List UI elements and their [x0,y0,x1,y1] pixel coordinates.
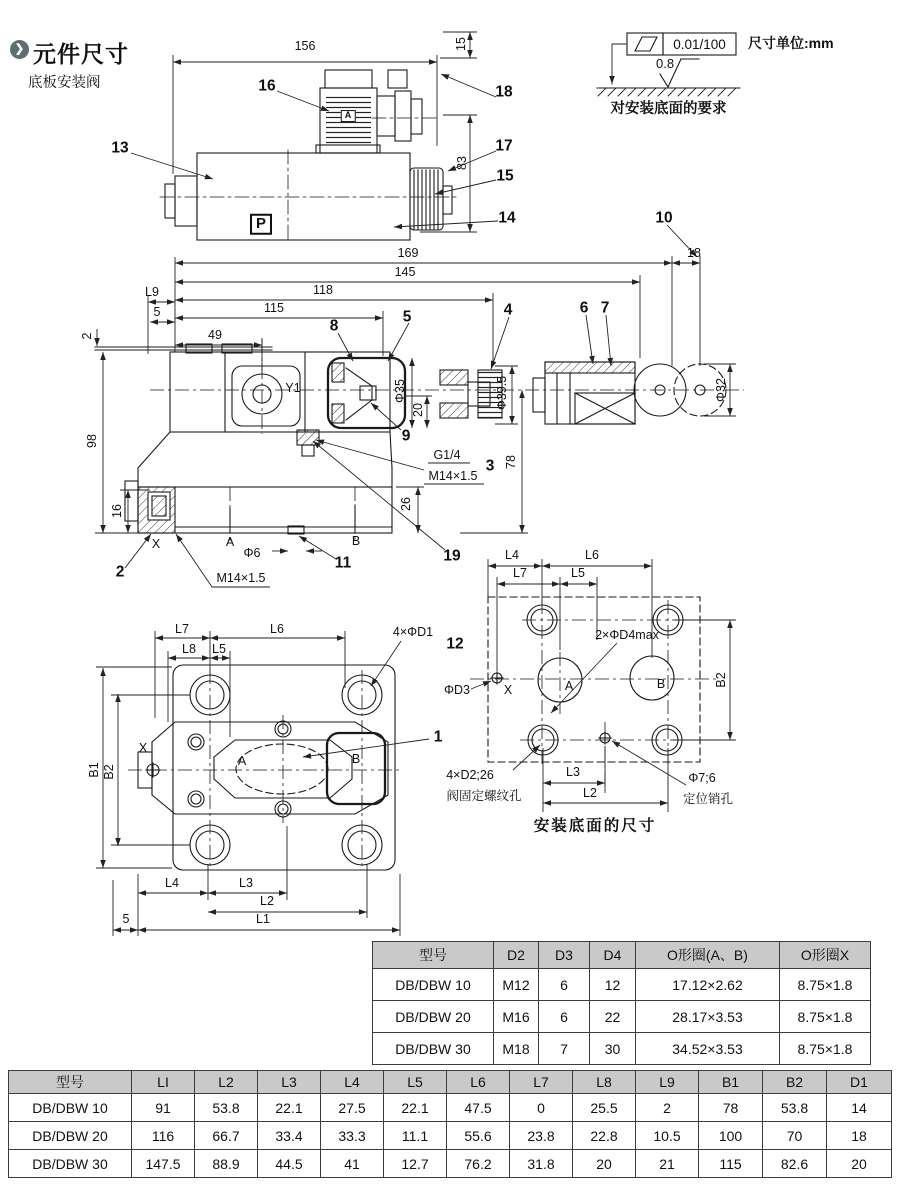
column-header: L5 [384,1071,447,1094]
column-header: L3 [258,1071,321,1094]
surface-requirement-caption: 对安装底面的要求 [610,101,727,117]
dim-label-A: A [564,679,574,694]
top-view-dimensions [96,631,429,936]
dim-label-L2: L2 [260,894,274,909]
dim-label-49: 49 [208,328,222,343]
table-row [373,1033,871,1065]
dim-label-A: A [341,110,356,122]
value-cell: 11.1 [384,1122,447,1150]
dim-label-145: 145 [394,265,416,280]
column-header: O形圈X [780,942,871,969]
value-cell: 18 [827,1122,892,1150]
column-header: D1 [827,1071,892,1094]
item-number-12: 12 [446,635,464,653]
dim-label-L4: L4 [165,876,179,891]
side-view-geometry [160,70,458,243]
value-cell: 22.1 [258,1094,321,1122]
dim-label-B: B [351,534,361,549]
table-row [9,1150,892,1178]
model-cell: DB/DBW 10 [9,1094,132,1122]
dim-label-G1/4: G1/4 [433,448,461,463]
value-cell: 8.75×1.8 [780,1001,871,1033]
value-cell: 6 [539,1001,590,1033]
dim-label-X: X [503,683,513,698]
dim-label-2×ΦD4max: 2×ΦD4max [595,628,659,643]
value-cell: 7 [539,1033,590,1065]
column-header: L8 [573,1071,636,1094]
value-cell: 23.8 [510,1122,573,1150]
model-cell: DB/DBW 30 [373,1033,494,1065]
value-cell: 21 [636,1150,699,1178]
value-cell: 8.75×1.8 [780,1033,871,1065]
dim-label-L6: L6 [270,622,284,637]
dim-label-阀固定螺纹孔: 阀固定螺纹孔 [446,789,522,804]
dim-label-A: A [237,754,247,769]
column-header: D2 [494,942,539,969]
dim-label-L5: L5 [571,566,585,581]
dim-label-L9: L9 [145,285,159,300]
value-cell: 41 [321,1150,384,1178]
dim-label-X: X [138,741,148,756]
item-number-18: 18 [495,83,513,101]
dim-label-L7: L7 [175,622,189,637]
value-cell: 25.5 [573,1094,636,1122]
item-number-16: 16 [258,77,276,95]
dim-label-4×D2;26: 4×D2;26 [446,768,494,783]
item-number-13: 13 [111,139,129,157]
value-cell: 53.8 [195,1094,258,1122]
value-cell: 20 [573,1150,636,1178]
value-cell: 31.8 [510,1150,573,1178]
dim-label-B: B [656,677,666,692]
dim-label-Φ35: Φ35 [393,379,408,403]
value-cell: 53.8 [763,1094,827,1122]
dim-label-Φ39.5: Φ39.5 [495,375,510,411]
value-cell: M16 [494,1001,539,1033]
dim-label-安装底面的尺寸: 安装底面的尺寸 [533,817,657,835]
dim-label-M14×1.5: M14×1.5 [428,469,478,484]
item-number-6: 6 [579,299,589,317]
value-cell: 115 [699,1150,763,1178]
dim-label-156: 156 [294,39,316,54]
item-number-1: 1 [433,728,443,746]
dim-label-L1: L1 [256,912,270,927]
value-cell: 91 [132,1094,195,1122]
value-cell: 14 [827,1094,892,1122]
item-number-3: 3 [485,457,495,475]
value-cell: 6 [539,969,590,1001]
dim-label-M14×1.5: M14×1.5 [216,571,266,586]
unit-note: 尺寸单位:mm [748,35,834,51]
dim-label-115: 115 [264,301,284,316]
item-number-19: 19 [443,547,461,565]
dim-label-B2: B2 [102,764,117,780]
model-cell: DB/DBW 20 [9,1122,132,1150]
model-cell: DB/DBW 30 [9,1150,132,1178]
column-header: L7 [510,1071,573,1094]
page-subtitle: 底板安装阀 [28,75,101,91]
dim-label-P: P [250,214,272,235]
table-row [9,1122,892,1150]
item-number-15: 15 [496,167,514,185]
dim-label-L4: L4 [505,548,519,563]
dim-label-2: 2 [80,332,95,340]
dim-label-118: 118 [313,283,333,298]
value-cell: 2 [636,1094,699,1122]
column-header: 型号 [9,1071,132,1094]
dim-label-L7: L7 [513,566,527,581]
value-cell: 22.1 [384,1094,447,1122]
column-header: LI [132,1071,195,1094]
column-header: O形圈(A、B) [636,942,780,969]
item-number-7: 7 [600,299,610,317]
flatness-tolerance-value: 0.01/100 [673,37,726,52]
dim-label-98: 98 [85,434,100,448]
column-header: D4 [590,942,636,969]
value-cell: 100 [699,1122,763,1150]
value-cell: 33.4 [258,1122,321,1150]
model-cell: DB/DBW 20 [373,1001,494,1033]
item-number-10: 10 [655,209,673,227]
dim-label-Φ32: Φ32 [714,378,729,402]
value-cell: 34.52×3.53 [636,1033,780,1065]
item-number-14: 14 [498,209,516,227]
value-cell: 17.12×2.62 [636,969,780,1001]
column-header: L6 [447,1071,510,1094]
value-cell: 20 [827,1150,892,1178]
roughness-value: 0.8 [656,56,675,71]
value-cell: M12 [494,969,539,1001]
dim-label-L2: L2 [583,786,597,801]
oring-size-table [372,941,871,1065]
dim-label-20: 20 [411,403,426,417]
value-cell: 22 [590,1001,636,1033]
value-cell: 55.6 [447,1122,510,1150]
dim-label-Y1: Y1 [285,381,301,396]
item-number-4: 4 [503,301,513,319]
column-header: B1 [699,1071,763,1094]
column-header: B2 [763,1071,827,1094]
value-cell: 27.5 [321,1094,384,1122]
value-cell: 28.17×3.53 [636,1001,780,1033]
value-cell: 12 [590,969,636,1001]
dim-label-83: 83 [455,156,470,170]
dim-label-B: B [351,752,361,767]
item-number-5: 5 [402,308,412,326]
column-header: L4 [321,1071,384,1094]
dim-label-定位销孔: 定位销孔 [682,792,734,807]
dim-label-ΦD3: ΦD3 [444,683,470,698]
value-cell: 47.5 [447,1094,510,1122]
value-cell: 78 [699,1094,763,1122]
dim-label-169: 169 [397,246,419,261]
value-cell: 12.7 [384,1150,447,1178]
item-number-2: 2 [115,563,125,581]
dim-label-Φ7;6: Φ7;6 [688,771,716,786]
dim-label-X: X [151,537,161,552]
dim-label-5: 5 [122,912,130,927]
dim-label-L6: L6 [585,548,599,563]
page-title: 元件尺寸 [33,41,129,67]
item-number-8: 8 [329,317,339,335]
item-number-17: 17 [495,137,513,155]
top-view-geometry [138,665,395,870]
value-cell: 10.5 [636,1122,699,1150]
value-cell: 44.5 [258,1150,321,1178]
value-cell: 30 [590,1033,636,1065]
value-cell: 147.5 [132,1150,195,1178]
column-header: L2 [195,1071,258,1094]
section-bullet-icon: ❯ [10,40,29,59]
dim-label-B1: B1 [87,762,102,778]
dim-label-18: 18 [687,246,701,261]
value-cell: 76.2 [447,1150,510,1178]
dim-label-5: 5 [153,305,161,320]
table-row [373,1001,871,1033]
table-row [373,969,871,1001]
dim-label-L5: L5 [212,642,226,657]
column-header: L9 [636,1071,699,1094]
dim-label-B2: B2 [714,672,729,688]
dim-label-L3: L3 [566,765,580,780]
value-cell: 88.9 [195,1150,258,1178]
value-cell: 116 [132,1122,195,1150]
item-number-11: 11 [334,554,352,572]
table-row [9,1094,892,1122]
dim-label-4×ΦD1: 4×ΦD1 [392,625,434,640]
column-header: 型号 [373,942,494,969]
dim-label-16: 16 [110,504,125,518]
value-cell: 8.75×1.8 [780,969,871,1001]
dim-label-78: 78 [504,455,519,469]
dim-label-A: A [225,535,235,550]
value-cell: 66.7 [195,1122,258,1150]
value-cell: 70 [763,1122,827,1150]
value-cell: M18 [494,1033,539,1065]
dim-label-L3: L3 [239,876,253,891]
value-cell: 22.8 [573,1122,636,1150]
value-cell: 33.3 [321,1122,384,1150]
dim-label-L8: L8 [182,642,196,657]
value-cell: 0 [510,1094,573,1122]
value-cell: 82.6 [763,1150,827,1178]
dim-label-Φ6: Φ6 [243,546,261,561]
dim-label-15: 15 [454,37,469,51]
dimension-table [8,1070,892,1178]
item-number-9: 9 [401,427,411,445]
dim-label-26: 26 [399,497,414,511]
model-cell: DB/DBW 10 [373,969,494,1001]
column-header: D3 [539,942,590,969]
